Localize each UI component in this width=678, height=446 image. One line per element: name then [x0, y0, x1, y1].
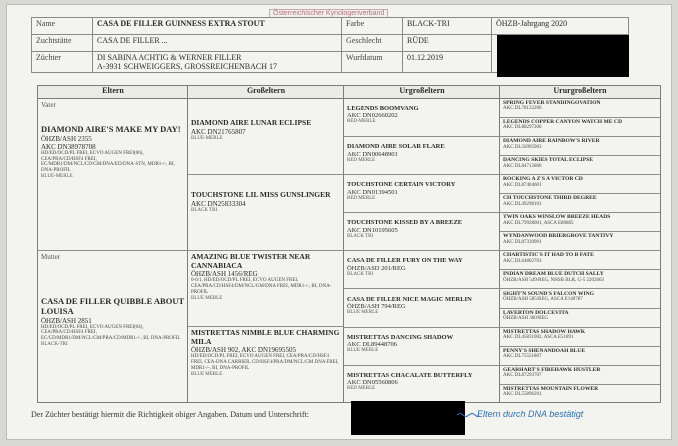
zuechter-value — [93, 52, 342, 73]
zuchtstaette-value: CASA DE FILLER ... — [93, 35, 342, 52]
header-eltern: Eltern — [38, 86, 188, 99]
great-grandparent-color: RED MERLE — [347, 386, 376, 392]
great-great-grandparent-5 — [500, 175, 660, 194]
great-great-grandparent-reg: AKC DL56995903 — [503, 144, 542, 150]
redaction-box-signature — [351, 401, 465, 435]
great-grandparent-1 — [344, 99, 500, 137]
great-great-grandparent-14 — [500, 347, 660, 366]
mother-name: CASA DE FILLER QUIBBLE ABOUT LOUISA — [41, 296, 184, 316]
great-great-grandparent-name: WYNDANWOOD BRIERGROVE TANTIVY — [503, 233, 614, 240]
great-great-grandparent-reg: AKC DL87404601 — [503, 182, 542, 188]
geschlecht-value: RÜDE — [403, 35, 492, 52]
great-great-grandparent-name: GEARHART'S FIREHAWK HUSTLER — [503, 366, 601, 373]
great-great-grandparent-reg: AKC DL88297206 — [503, 125, 542, 131]
great-great-grandparent-name: MISTRETTAS MOUNTAIN FLOWER — [503, 385, 599, 392]
zuechter-line-1: DI SABINA ACHTIG & WERNER FILLER — [97, 53, 242, 62]
parent-mother — [38, 251, 188, 404]
great-grandparent-color: RED MERLE — [347, 157, 376, 163]
great-grandparent-reg: ÖHZB/ASH 794/REG — [347, 302, 406, 310]
grandparent-4-name: MISTRETTAS NIMBLE BLUE CHARMING MILA — [191, 328, 340, 346]
mother-reg: ÖHZB/ASH 2851 — [41, 316, 92, 325]
great-great-grandparent-reg: ÖHZB/ASH 360/REG — [503, 315, 549, 321]
name-label: Name — [32, 18, 93, 35]
grandparent-4-health: HD/ED/OCD/PL FREI, ECVO AUGEN FREI, CEA/PRA/CD/HSF4 FREI, CEA-DNA CARRIER, CD/HSF4/PRA/DM/NCL/GM DNA FREI, MDR1-/-, BI, DNA-PROFIL — [191, 354, 339, 371]
association-stamp: Österreichischer Kynologenverband — [269, 9, 388, 18]
great-great-grandparent-6 — [500, 194, 660, 213]
grandparent-1-color: BLUE-MERLE — [191, 135, 223, 141]
great-grandparent-reg: ÖHZB/ASD 201/REG — [347, 264, 406, 272]
great-great-grandparent-name: CHARTISTIC'S IT HAD TO B FATE — [503, 252, 594, 259]
grandparent-4-reg: ÖHZB/ASH 902, AKC DN19695505 — [191, 346, 297, 355]
great-great-grandparent-2 — [500, 118, 660, 137]
great-great-grandparent-reg: AKC DL75551807 — [503, 354, 542, 360]
great-grandparent-5 — [344, 251, 500, 289]
great-grandparent-color: RED MERLE — [347, 195, 376, 201]
zuechter-label: Züchter — [32, 52, 93, 73]
great-great-grandparent-reg: AKC DL84712806 — [503, 163, 542, 169]
great-great-grandparent-8 — [500, 232, 660, 251]
parent-father — [38, 99, 188, 251]
grandparent-3-name: AMAZING BLUE TWISTER NEAR CANNABIACA — [191, 252, 311, 270]
great-great-grandparent-11 — [500, 290, 660, 309]
great-great-grandparent-reg: ÖHZB/ASH 585/REG, ASCA E140787 — [503, 296, 583, 302]
great-grandparent-color: BLACK TRI — [347, 271, 374, 277]
grandparent-1-name: DIAMOND AIRE LUNAR ECLIPSE — [191, 118, 312, 127]
great-great-grandparent-name: TWIN OAKS WINSLOW BREEZE HEADS — [503, 214, 611, 221]
great-grandparent-reg: AKC DN01394501 — [347, 188, 398, 196]
great-great-grandparent-reg: AKC DL78132206 — [503, 106, 542, 112]
great-grandparent-reg: AKC DN05560806 — [347, 379, 398, 387]
great-great-grandparent-16 — [500, 385, 660, 404]
wurfdatum-label: Wurfdatum — [342, 52, 403, 73]
great-grandparent-color: BLUE MERLE — [347, 348, 379, 354]
great-grandparent-3 — [344, 175, 500, 213]
grandparent-4 — [188, 327, 344, 404]
father-color: BLUE-MERLE — [41, 173, 73, 179]
great-great-grandparent-1 — [500, 99, 660, 118]
great-grandparent-7 — [344, 328, 500, 366]
grandparent-3 — [188, 251, 344, 327]
great-grandparent-name: MISTRETTAS DANCING SHADOW — [347, 333, 454, 341]
great-great-grandparent-9 — [500, 251, 660, 270]
great-grandparent-name: MISTRETTAS CHACALATE BUTTERFLY — [347, 371, 473, 379]
great-grandparent-name: CASA DE FILLER NICE MAGIC MERLIN — [347, 295, 472, 303]
dna-wave-icon — [457, 412, 479, 418]
great-grandparent-color: BLACK TRI — [347, 233, 374, 239]
grandparent-3-health: 0-0/1, HD/ED/OCD/PL FREI, ECVO AUGEN FREI, CEA/PRA/CD/HSF4/DM/NCL/GM/DNA FREI, MDR1-/-, BI, DNA-PROFIL — [191, 278, 332, 295]
great-great-grandparent-name: PENNY'S SHENANDOAH BLUE — [503, 347, 586, 354]
great-great-grandparent-name: ROCKING A Z'S A VICTOR CD — [503, 176, 583, 183]
great-great-grandparent-10 — [500, 270, 660, 289]
dog-name: CASA DE FILLER GUINNESS EXTRA STOUT — [93, 18, 342, 35]
jahrgang: ÖHZB-Jahrgang 2020 — [492, 18, 629, 35]
father-reg: ÖHZB/ASH 2355 — [41, 134, 92, 143]
great-great-grandparent-reg: AKC DL79928001, ASCA E80885 — [503, 220, 574, 226]
grandparent-3-reg: ÖHZB/ASH 1456/REG — [191, 270, 258, 279]
header-grosseltern: Großeltern — [188, 86, 344, 99]
geschlecht-label: Geschlecht — [342, 35, 403, 52]
great-great-grandparent-name: LAVERTON DOLCEVITA — [503, 309, 569, 316]
grandparent-2 — [188, 175, 344, 251]
zuechter-line-2: A-3931 SCHWEIGGERS, GROSSREICHENBACH 17 — [97, 62, 278, 71]
great-great-grandparent-reg: AKC DL55896201 — [503, 392, 542, 398]
father-health: HD/ED/OCD/PL FREI, ECVO AUGEN FREI(06), CEA/PRA/CD/HSF4 FREI, EC/MDR1/DM/NCL/CD/GM/DNA/ED/DNA-STN, MDR1-/-, BI, DNA-PROFIL — [41, 150, 175, 174]
great-great-grandparent-4 — [500, 156, 660, 175]
zuchtstaette-label: Zuchtstätte — [32, 35, 93, 52]
great-grandparent-2 — [344, 137, 500, 175]
farbe-value: BLACK-TRI — [403, 18, 492, 35]
great-great-grandparent-12 — [500, 309, 660, 328]
great-great-grandparent-reg: ÖHZB/ASH 549/REG, NHSB BLR, G-5 2202663 — [503, 277, 604, 283]
great-great-grandparent-name: SPRING FEVER STANDINGOVATION — [503, 100, 601, 106]
grandparent-1 — [188, 99, 344, 175]
great-great-grandparent-name: MISTRETTAS SHADOW HAWK — [503, 328, 586, 335]
grandparent-4-color: BLUE MERLE — [191, 371, 223, 377]
great-great-grandparent-15 — [500, 366, 660, 385]
great-grandparent-8 — [344, 366, 500, 404]
great-grandparent-color: RED-MERLE — [347, 119, 376, 125]
great-great-grandparent-reg: AKC DL49298101 — [503, 201, 542, 207]
great-grandparent-name: DIAMOND AIRE SOLAR FLARE — [347, 143, 445, 151]
great-grandparent-6 — [344, 290, 500, 328]
great-great-grandparent-name: CH TOUCHSTONE THIRD DEGREE — [503, 195, 597, 202]
pedigree-grid — [37, 85, 661, 403]
father-reg2: AKC DN38978708 — [41, 142, 96, 151]
great-great-grandparent-name: SIGHT'N SOUND'S FALCON WING — [503, 290, 595, 297]
pedigree-sheet — [6, 4, 672, 440]
great-great-grandparent-7 — [500, 213, 660, 232]
great-grandparent-name: LEGENDS BOOMVANG — [347, 105, 419, 112]
header-urgrosseltern: Urgroßeltern — [344, 86, 500, 99]
grandparent-2-name: TOUCHSTONE LIL MISS GUNSLINGER — [191, 190, 331, 199]
redaction-box-top — [497, 35, 629, 77]
great-great-grandparent-reg: AKC DL87339901 — [503, 239, 542, 245]
great-great-grandparent-name: LEGENDS COPPER CANYON WATCH ME CD — [503, 119, 622, 126]
great-grandparent-color: BLUE MERLE — [347, 309, 379, 315]
father-name: DIAMOND AIRE'S MAKE MY DAY! — [41, 124, 181, 134]
grandparent-2-color: BLACK TRI — [191, 207, 218, 213]
dna-confirmation: Eltern durch DNA bestätigt — [477, 409, 584, 419]
grandparent-3-color: BLUE MERLE — [191, 295, 223, 301]
great-grandparent-name: TOUCHSTONE KISSED BY A BREEZE — [347, 219, 463, 227]
great-grandparent-name: CASA DE FILLER FURY ON THE WAY — [347, 257, 463, 265]
great-grandparent-reg: AKC DL89448706 — [347, 341, 398, 349]
great-great-grandparent-3 — [500, 137, 660, 156]
great-grandparent-4 — [344, 213, 500, 251]
grandparent-1-reg: AKC DN21765807 — [191, 127, 246, 136]
wurfdatum-value: 01.12.2019 — [403, 52, 492, 73]
great-grandparent-reg: AKC DN00648901 — [347, 150, 398, 158]
great-great-grandparent-name: DANCING SKIES TOTAL ECLIPSE — [503, 157, 593, 164]
great-grandparent-name: TOUCHSTONE CERTAIN VICTORY — [347, 181, 456, 189]
great-great-grandparent-13 — [500, 328, 660, 347]
farbe-label: Farbe — [342, 18, 403, 35]
role-vater: Vater — [41, 101, 56, 109]
grandparent-2-reg: AKC DN25833304 — [191, 199, 246, 208]
footer-statement: Der Züchter bestätigt hiermit die Richtigkeit obiger Angaben. Datum und Unterschrift: — [31, 410, 309, 419]
great-great-grandparent-reg: AKC DL87293707 — [503, 373, 542, 379]
header-ururgrosseltern: Ururgroßeltern — [500, 86, 660, 99]
mother-health: HD/ED/OCD/PL FREI, ECVO AUGEN FREI(04), CEA/PRA/CD/HSF4 FREI, EC/CD/MDR1/DM/NCL/GM/PRA/CD/MDR1-/-, BI, DNA-PROFIL — [41, 324, 181, 342]
role-mutter: Mutter — [41, 253, 61, 261]
great-grandparent-reg: AKC DN02660202 — [347, 112, 398, 120]
great-great-grandparent-reg: AKC DL45831002, ASCA E51891 — [503, 335, 574, 341]
great-great-grandparent-name: INDIAN DREAM BLUE DUTCH SALLY — [503, 271, 604, 278]
great-great-grandparent-name: DIAMOND AIRE RAINBOW'S RIVER — [503, 138, 600, 145]
mother-color: BLACK-TRI — [41, 341, 68, 347]
great-great-grandparent-reg: AKC DL64802703 — [503, 258, 542, 264]
great-grandparent-reg: AKC DN10195605 — [347, 226, 398, 234]
